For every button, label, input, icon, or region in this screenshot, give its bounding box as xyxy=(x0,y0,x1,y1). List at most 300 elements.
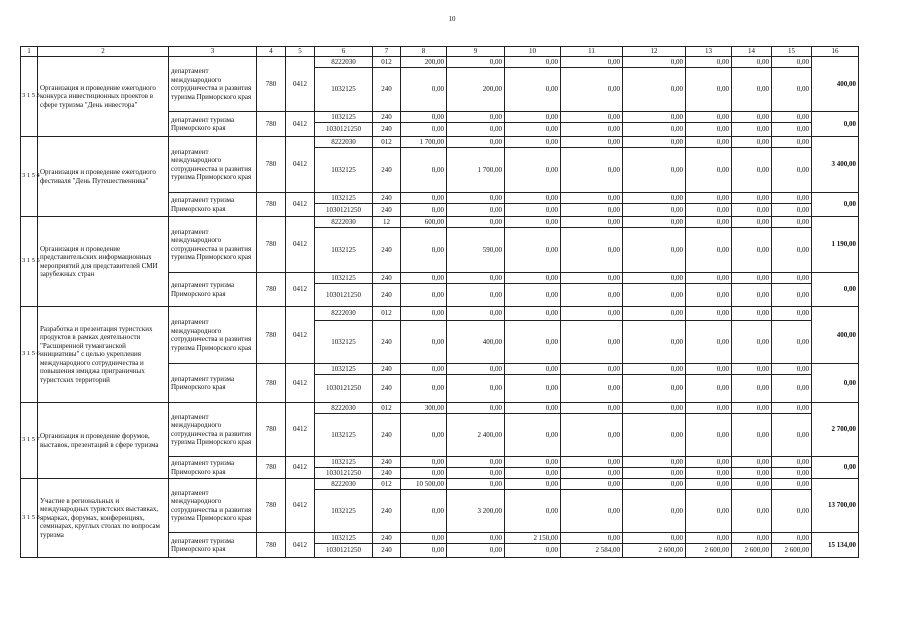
year-amount: 0,00 xyxy=(686,57,732,68)
year-amount: 0,00 xyxy=(561,490,623,533)
section-code: 0412 xyxy=(286,273,315,307)
target-article-code: 1032125 xyxy=(315,193,373,204)
target-article-code: 8222030 xyxy=(315,307,373,321)
year-amount: 0,00 xyxy=(401,273,447,284)
year-amount: 0,00 xyxy=(732,533,772,544)
expense-type-code: 240 xyxy=(373,457,401,468)
year-amount: 0,00 xyxy=(623,375,686,403)
year-amount: 0,00 xyxy=(772,364,812,375)
year-amount: 0,00 xyxy=(732,137,772,148)
year-amount: 0,00 xyxy=(772,284,812,307)
year-amount: 0,00 xyxy=(505,217,561,228)
year-amount: 0,00 xyxy=(447,403,505,414)
year-amount: 0,00 xyxy=(732,284,772,307)
year-amount: 1 700,00 xyxy=(401,137,447,148)
year-amount: 0,00 xyxy=(772,479,812,490)
expense-type-code: 240 xyxy=(373,123,401,137)
ministry-code: 780 xyxy=(257,307,286,364)
year-amount: 0,00 xyxy=(623,490,686,533)
year-amount: 0,00 xyxy=(505,490,561,533)
expense-type-code: 240 xyxy=(373,490,401,533)
year-amount: 0,00 xyxy=(686,137,732,148)
year-amount: 0,00 xyxy=(447,57,505,68)
year-amount: 0,00 xyxy=(623,217,686,228)
target-article-code: 8222030 xyxy=(315,403,373,414)
year-amount: 0,00 xyxy=(623,123,686,137)
year-amount: 0,00 xyxy=(732,457,772,468)
year-amount: 0,00 xyxy=(623,228,686,273)
year-amount: 0,00 xyxy=(772,57,812,68)
budget-table-container xyxy=(20,46,858,558)
year-amount: 0,00 xyxy=(686,228,732,273)
year-amount: 0,00 xyxy=(505,112,561,123)
year-amount: 0,00 xyxy=(561,414,623,457)
year-amount: 0,00 xyxy=(772,137,812,148)
executor-department: департамент международного сотрудничества и развития туризма Приморского края xyxy=(169,217,257,273)
ministry-code: 780 xyxy=(257,364,286,403)
year-amount: 0,00 xyxy=(623,364,686,375)
year-amount: 0,00 xyxy=(401,204,447,217)
expense-type-code: 240 xyxy=(373,68,401,112)
group-total: 0,00 xyxy=(812,273,859,307)
table-row xyxy=(21,137,859,148)
year-amount: 0,00 xyxy=(561,112,623,123)
expense-type-code: 240 xyxy=(373,204,401,217)
year-amount: 0,00 xyxy=(505,544,561,558)
expense-type-code: 240 xyxy=(373,193,401,204)
section-code: 0412 xyxy=(286,533,315,558)
column-header: 10 xyxy=(505,47,561,57)
year-amount: 0,00 xyxy=(623,137,686,148)
activity-name: Участие в региональных и международных туристских выставках, ярмарках, форумах, конференциях, семинарах, круглых столах по вопросам туризма xyxy=(38,479,169,558)
year-amount: 0,00 xyxy=(561,403,623,414)
year-amount: 0,00 xyxy=(623,414,686,457)
year-amount: 0,00 xyxy=(505,414,561,457)
expense-type-code: 240 xyxy=(373,321,401,364)
group-total: 400,00 xyxy=(812,307,859,364)
expense-type-code: 12 xyxy=(373,217,401,228)
year-amount: 2 600,00 xyxy=(772,544,812,558)
year-amount: 0,00 xyxy=(732,364,772,375)
table-body xyxy=(21,57,859,558)
year-amount: 0,00 xyxy=(447,137,505,148)
budget-table xyxy=(20,46,859,558)
year-amount: 0,00 xyxy=(686,468,732,479)
year-amount: 0,00 xyxy=(401,457,447,468)
year-amount: 0,00 xyxy=(772,307,812,321)
year-amount: 0,00 xyxy=(686,217,732,228)
year-amount: 0,00 xyxy=(401,544,447,558)
target-article-code: 1030121250 xyxy=(315,123,373,137)
year-amount: 0,00 xyxy=(772,490,812,533)
year-amount: 0,00 xyxy=(686,364,732,375)
year-amount: 0,00 xyxy=(561,468,623,479)
year-amount: 0,00 xyxy=(561,375,623,403)
group-total: 0,00 xyxy=(812,112,859,137)
year-amount: 0,00 xyxy=(772,193,812,204)
activity-name: Организация и проведение ежегодного конкурса инвестиционных проектов в сфере туризма "День инвестора" xyxy=(38,57,169,137)
target-article-code: 8222030 xyxy=(315,137,373,148)
year-amount: 0,00 xyxy=(732,193,772,204)
target-article-code: 8222030 xyxy=(315,57,373,68)
column-header: 12 xyxy=(623,47,686,57)
year-amount: 0,00 xyxy=(505,148,561,193)
column-header: 3 xyxy=(169,47,257,57)
year-amount: 0,00 xyxy=(732,479,772,490)
year-amount: 0,00 xyxy=(561,148,623,193)
year-amount: 0,00 xyxy=(561,284,623,307)
year-amount: 0,00 xyxy=(447,123,505,137)
section-code: 0412 xyxy=(286,193,315,217)
year-amount: 0,00 xyxy=(505,403,561,414)
year-amount: 0,00 xyxy=(561,204,623,217)
year-amount: 0,00 xyxy=(732,490,772,533)
row-number: 3157 xyxy=(21,403,38,479)
year-amount: 0,00 xyxy=(447,193,505,204)
year-amount: 0,00 xyxy=(623,403,686,414)
year-amount: 0,00 xyxy=(561,307,623,321)
column-header: 15 xyxy=(772,47,812,57)
year-amount: 0,00 xyxy=(772,217,812,228)
year-amount: 0,00 xyxy=(732,403,772,414)
year-amount: 0,00 xyxy=(505,137,561,148)
page-number: 10 xyxy=(448,15,456,23)
target-article-code: 1030121250 xyxy=(315,468,373,479)
expense-type-code: 240 xyxy=(373,273,401,284)
year-amount: 0,00 xyxy=(686,273,732,284)
row-number: 3153 xyxy=(21,57,38,137)
year-amount: 0,00 xyxy=(561,193,623,204)
year-amount: 0,00 xyxy=(401,148,447,193)
ministry-code: 780 xyxy=(257,137,286,193)
year-amount: 0,00 xyxy=(623,468,686,479)
year-amount: 0,00 xyxy=(505,68,561,112)
group-total: 400,00 xyxy=(812,57,859,112)
section-code: 0412 xyxy=(286,479,315,533)
activity-name: Организация и проведение форумов, выставок, презентаций в сфере туризма xyxy=(38,403,169,479)
year-amount: 0,00 xyxy=(447,112,505,123)
column-header: 5 xyxy=(286,47,315,57)
year-amount: 0,00 xyxy=(686,457,732,468)
section-code: 0412 xyxy=(286,403,315,457)
year-amount: 0,00 xyxy=(623,321,686,364)
year-amount: 0,00 xyxy=(732,273,772,284)
target-article-code: 1030121250 xyxy=(315,375,373,403)
executor-department: департамент туризма Приморского края xyxy=(169,112,257,137)
year-amount: 2 600,00 xyxy=(686,544,732,558)
section-code: 0412 xyxy=(286,457,315,479)
year-amount: 0,00 xyxy=(505,479,561,490)
year-amount: 2 150,00 xyxy=(505,533,561,544)
year-amount: 0,00 xyxy=(623,112,686,123)
target-article-code: 1032125 xyxy=(315,457,373,468)
year-amount: 0,00 xyxy=(772,273,812,284)
year-amount: 0,00 xyxy=(686,533,732,544)
year-amount: 0,00 xyxy=(447,284,505,307)
section-code: 0412 xyxy=(286,217,315,273)
year-amount: 0,00 xyxy=(623,273,686,284)
year-amount: 0,00 xyxy=(623,57,686,68)
column-header: 13 xyxy=(686,47,732,57)
expense-type-code: 240 xyxy=(373,148,401,193)
table-row xyxy=(21,479,859,490)
ministry-code: 780 xyxy=(257,533,286,558)
year-amount: 0,00 xyxy=(623,284,686,307)
year-amount: 0,00 xyxy=(772,403,812,414)
year-amount: 0,00 xyxy=(686,193,732,204)
year-amount: 0,00 xyxy=(561,321,623,364)
year-amount: 200,00 xyxy=(401,57,447,68)
executor-department: департамент туризма Приморского края xyxy=(169,273,257,307)
expense-type-code: 240 xyxy=(373,544,401,558)
target-article-code: 1030121250 xyxy=(315,204,373,217)
year-amount: 0,00 xyxy=(447,375,505,403)
column-header: 6 xyxy=(315,47,373,57)
year-amount: 0,00 xyxy=(401,375,447,403)
executor-department: департамент международного сотрудничества и развития туризма Приморского края xyxy=(169,57,257,112)
year-amount: 0,00 xyxy=(732,468,772,479)
year-amount: 0,00 xyxy=(561,364,623,375)
year-amount: 0,00 xyxy=(732,68,772,112)
section-code: 0412 xyxy=(286,112,315,137)
group-total: 3 400,00 xyxy=(812,137,859,193)
section-code: 0412 xyxy=(286,137,315,193)
executor-department: департамент международного сотрудничества и развития туризма Приморского края xyxy=(169,403,257,457)
executor-department: департамент туризма Приморского края xyxy=(169,533,257,558)
year-amount: 0,00 xyxy=(505,123,561,137)
table-row xyxy=(21,217,859,228)
year-amount: 0,00 xyxy=(732,414,772,457)
year-amount: 0,00 xyxy=(401,112,447,123)
year-amount: 0,00 xyxy=(505,321,561,364)
target-article-code: 1032125 xyxy=(315,68,373,112)
year-amount: 0,00 xyxy=(772,68,812,112)
ministry-code: 780 xyxy=(257,112,286,137)
table-row xyxy=(21,403,859,414)
year-amount: 0,00 xyxy=(732,228,772,273)
year-amount: 0,00 xyxy=(447,307,505,321)
year-amount: 0,00 xyxy=(561,217,623,228)
executor-department: департамент международного сотрудничества и развития туризма Приморского края xyxy=(169,137,257,193)
expense-type-code: 012 xyxy=(373,403,401,414)
section-code: 0412 xyxy=(286,307,315,364)
year-amount: 0,00 xyxy=(401,307,447,321)
executor-department: департамент туризма Приморского края xyxy=(169,193,257,217)
year-amount: 0,00 xyxy=(686,284,732,307)
year-amount: 600,00 xyxy=(401,217,447,228)
year-amount: 3 200,00 xyxy=(447,490,505,533)
year-amount: 0,00 xyxy=(505,468,561,479)
year-amount: 0,00 xyxy=(505,364,561,375)
year-amount: 0,00 xyxy=(447,468,505,479)
year-amount: 0,00 xyxy=(732,57,772,68)
ministry-code: 780 xyxy=(257,217,286,273)
ministry-code: 780 xyxy=(257,273,286,307)
column-header: 8 xyxy=(401,47,447,57)
year-amount: 0,00 xyxy=(623,307,686,321)
year-amount: 2 600,00 xyxy=(732,544,772,558)
expense-type-code: 240 xyxy=(373,414,401,457)
target-article-code: 8222030 xyxy=(315,479,373,490)
ministry-code: 780 xyxy=(257,479,286,533)
year-amount: 0,00 xyxy=(732,148,772,193)
year-amount: 0,00 xyxy=(505,457,561,468)
year-amount: 0,00 xyxy=(732,307,772,321)
year-amount: 0,00 xyxy=(561,273,623,284)
year-amount: 0,00 xyxy=(623,533,686,544)
year-amount: 0,00 xyxy=(505,57,561,68)
target-article-code: 1032125 xyxy=(315,364,373,375)
year-amount: 0,00 xyxy=(623,148,686,193)
year-amount: 0,00 xyxy=(561,228,623,273)
year-amount: 0,00 xyxy=(732,112,772,123)
expense-type-code: 240 xyxy=(373,375,401,403)
year-amount: 0,00 xyxy=(772,468,812,479)
expense-type-code: 240 xyxy=(373,364,401,375)
year-amount: 0,00 xyxy=(686,307,732,321)
year-amount: 0,00 xyxy=(505,193,561,204)
year-amount: 0,00 xyxy=(772,123,812,137)
year-amount: 0,00 xyxy=(623,204,686,217)
group-total: 0,00 xyxy=(812,193,859,217)
year-amount: 0,00 xyxy=(686,148,732,193)
target-article-code: 1032125 xyxy=(315,321,373,364)
year-amount: 0,00 xyxy=(686,204,732,217)
expense-type-code: 012 xyxy=(373,57,401,68)
row-number: 3154 xyxy=(21,137,38,217)
year-amount: 0,00 xyxy=(772,414,812,457)
expense-type-code: 240 xyxy=(373,468,401,479)
year-amount: 0,00 xyxy=(623,479,686,490)
group-total: 15 134,00 xyxy=(812,533,859,558)
group-total: 0,00 xyxy=(812,457,859,479)
expense-type-code: 012 xyxy=(373,137,401,148)
year-amount: 0,00 xyxy=(447,457,505,468)
year-amount: 0,00 xyxy=(686,490,732,533)
target-article-code: 1032125 xyxy=(315,490,373,533)
target-article-code: 1032125 xyxy=(315,273,373,284)
year-amount: 0,00 xyxy=(561,123,623,137)
target-article-code: 1030121250 xyxy=(315,284,373,307)
activity-name: Организация и проведение представительских информационных мероприятий для представителей СМИ зарубежных стран xyxy=(38,217,169,307)
year-amount: 0,00 xyxy=(686,112,732,123)
year-amount: 0,00 xyxy=(447,204,505,217)
year-amount: 0,00 xyxy=(505,375,561,403)
expense-type-code: 240 xyxy=(373,112,401,123)
year-amount: 0,00 xyxy=(686,403,732,414)
group-total: 1 190,00 xyxy=(812,217,859,273)
year-amount: 0,00 xyxy=(772,228,812,273)
year-amount: 0,00 xyxy=(686,414,732,457)
year-amount: 0,00 xyxy=(401,193,447,204)
year-amount: 0,00 xyxy=(732,217,772,228)
year-amount: 0,00 xyxy=(561,457,623,468)
year-amount: 2 584,00 xyxy=(561,544,623,558)
executor-department: департамент международного сотрудничества и развития туризма Приморского края xyxy=(169,479,257,533)
column-header: 4 xyxy=(257,47,286,57)
year-amount: 0,00 xyxy=(732,321,772,364)
year-amount: 0,00 xyxy=(505,228,561,273)
column-header: 11 xyxy=(561,47,623,57)
executor-department: департамент международного сотрудничества и развития туризма Приморского края xyxy=(169,307,257,364)
year-amount: 0,00 xyxy=(401,533,447,544)
year-amount: 0,00 xyxy=(447,479,505,490)
group-total: 2 700,00 xyxy=(812,403,859,457)
year-amount: 0,00 xyxy=(772,321,812,364)
table-row xyxy=(21,307,859,321)
ministry-code: 780 xyxy=(257,193,286,217)
column-header: 2 xyxy=(38,47,169,57)
row-number: 3155 xyxy=(21,217,38,307)
year-amount: 0,00 xyxy=(401,364,447,375)
column-header-row xyxy=(21,47,859,57)
expense-type-code: 012 xyxy=(373,307,401,321)
ministry-code: 780 xyxy=(257,57,286,112)
year-amount: 0,00 xyxy=(401,228,447,273)
year-amount: 2 600,00 xyxy=(623,544,686,558)
expense-type-code: 240 xyxy=(373,533,401,544)
year-amount: 400,00 xyxy=(447,321,505,364)
expense-type-code: 240 xyxy=(373,228,401,273)
year-amount: 0,00 xyxy=(561,533,623,544)
target-article-code: 1032125 xyxy=(315,148,373,193)
row-number: 3158. xyxy=(21,479,38,558)
year-amount: 0,00 xyxy=(772,375,812,403)
expense-type-code: 012 xyxy=(373,479,401,490)
section-code: 0412 xyxy=(286,364,315,403)
year-amount: 0,00 xyxy=(401,490,447,533)
year-amount: 1 700,00 xyxy=(447,148,505,193)
year-amount: 0,00 xyxy=(401,321,447,364)
year-amount: 0,00 xyxy=(401,68,447,112)
target-article-code: 1032125 xyxy=(315,533,373,544)
year-amount: 0,00 xyxy=(772,204,812,217)
column-header: 1 xyxy=(21,47,38,57)
year-amount: 0,00 xyxy=(401,123,447,137)
year-amount: 0,00 xyxy=(401,414,447,457)
year-amount: 0,00 xyxy=(505,284,561,307)
expense-type-code: 240 xyxy=(373,284,401,307)
group-total: 13 700,00 xyxy=(812,479,859,533)
year-amount: 0,00 xyxy=(505,204,561,217)
year-amount: 0,00 xyxy=(623,457,686,468)
target-article-code: 1032125 xyxy=(315,228,373,273)
year-amount: 0,00 xyxy=(732,375,772,403)
activity-name: Разработка и презентация туристских продуктов в рамках деятельности "Расширенной туманганской инициативы" с целью укрепления международного сотрудничества и повышения имиджа приграничных туристских территорий xyxy=(38,307,169,403)
group-total: 0,00 xyxy=(812,364,859,403)
year-amount: 0,00 xyxy=(561,479,623,490)
year-amount: 0,00 xyxy=(732,204,772,217)
target-article-code: 1032125 xyxy=(315,414,373,457)
column-header: 16 xyxy=(812,47,859,57)
year-amount: 0,00 xyxy=(447,544,505,558)
ministry-code: 780 xyxy=(257,403,286,457)
year-amount: 0,00 xyxy=(686,479,732,490)
target-article-code: 8222030 xyxy=(315,217,373,228)
year-amount: 10 500,00 xyxy=(401,479,447,490)
year-amount: 0,00 xyxy=(401,468,447,479)
year-amount: 0,00 xyxy=(686,321,732,364)
column-header: 9 xyxy=(447,47,505,57)
year-amount: 0,00 xyxy=(561,137,623,148)
year-amount: 0,00 xyxy=(505,273,561,284)
year-amount: 0,00 xyxy=(686,68,732,112)
year-amount: 0,00 xyxy=(561,68,623,112)
ministry-code: 780 xyxy=(257,457,286,479)
year-amount: 0,00 xyxy=(447,533,505,544)
year-amount: 0,00 xyxy=(772,112,812,123)
executor-department: департамент туризма Приморского края xyxy=(169,457,257,479)
